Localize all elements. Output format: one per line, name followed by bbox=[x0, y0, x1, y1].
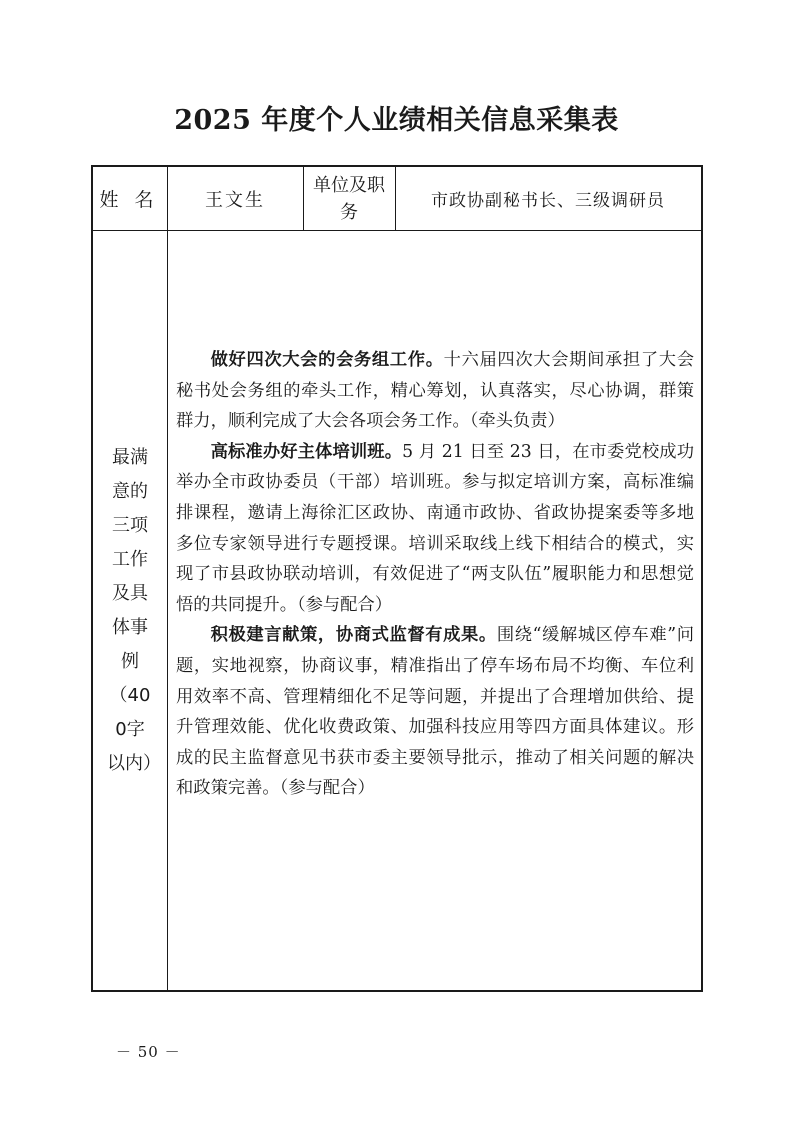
page-title: 2025 年度个人业绩相关信息采集表 bbox=[174, 105, 619, 136]
row-divider bbox=[93, 230, 701, 231]
page-number: － 50 － bbox=[116, 1043, 181, 1061]
work-heading: 积极建言献策，协商式监督有成果。 bbox=[210, 625, 497, 646]
work-body: 围绕“缓解城区停车难”问题，实地视察，协商议事，精准指出了停车场布局不均衡、车位利用效率不高、管理精细化不足等问题，并提出了合理增加供给、提升管理效能、优化收费政策、加强科技应用等四方面具体建议。形成的民主监督意见书获市委主要领导批示，推动了相关问题的解决和政策完善。（参与配合） bbox=[176, 625, 694, 799]
unit-value: 市政协副秘书长、三级调研员 bbox=[431, 191, 665, 211]
work-body: 十六届四次大会期间承担了大会秘书处会务组的牵头工作，精心筹划，认真落实，尽心协调，群策群力，顺利完成了大会各项会务工作。（牵头负责） bbox=[176, 350, 694, 432]
work-body: 5 月 21 日至 23 日，在市委党校成功举办全市政协委员（干部）培训班。参与拟定培训方案，高标准编排课程，邀请上海徐汇区政协、南通市政协、省政协提案委等多地多位专家领导进行专题授课。培训采取线上线下相结合的模式，实现了市县政协联动培训，有效促进了“两支队伍”履职能力和思想觉悟的共同提升。（参与配合） bbox=[176, 441, 694, 615]
column-divider-1 bbox=[167, 167, 168, 990]
work-item bbox=[176, 620, 694, 804]
work-heading: 做好四次大会的会务组工作。 bbox=[210, 350, 444, 370]
name-value: 王文生 bbox=[205, 189, 265, 211]
work-item bbox=[176, 437, 694, 621]
work-heading: 高标准办好主体培训班。 bbox=[210, 441, 403, 462]
unit-label: 单位及职务 bbox=[313, 174, 385, 223]
works-content bbox=[176, 345, 694, 804]
works-label: 最满意的三项工作及具体事例（400字以内） bbox=[107, 446, 161, 774]
name-label: 姓 名 bbox=[99, 189, 159, 211]
work-item bbox=[176, 345, 694, 437]
